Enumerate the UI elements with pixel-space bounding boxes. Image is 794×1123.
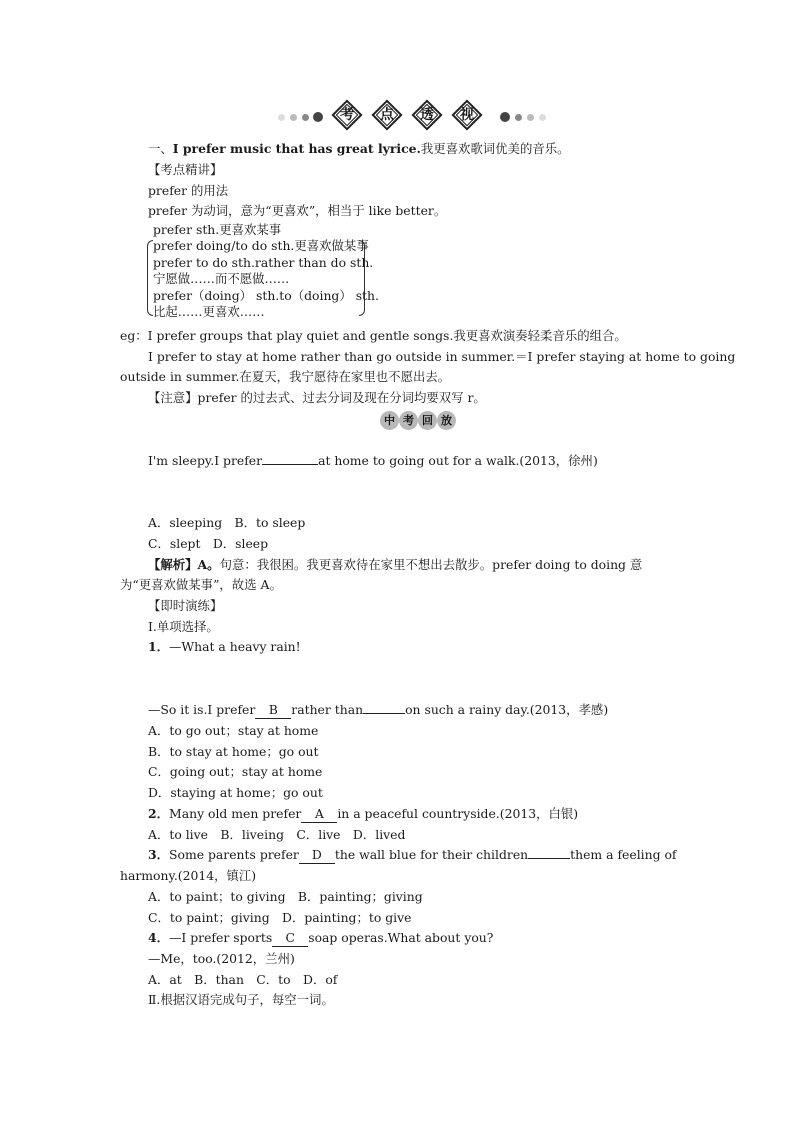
banner-dot bbox=[290, 114, 297, 121]
banner-char: 视 bbox=[460, 107, 474, 123]
question-2: 2．Many old men prefer A in a peaceful countryside.(2013，白银) bbox=[148, 806, 579, 821]
analysis-line: 【解析】A。句意：我很困。我更喜欢待在家里不想出去散步。prefer doing to doing 意 bbox=[148, 557, 643, 572]
answer-blank[interactable]: D bbox=[299, 846, 335, 864]
answer-blank[interactable]: A bbox=[301, 805, 337, 823]
zhongkao-banner bbox=[380, 411, 460, 430]
pill-char: 中 bbox=[380, 411, 399, 430]
answer-blank[interactable] bbox=[528, 846, 570, 859]
example-line: I prefer to stay at home rather than go outside in summer.＝I prefer staying at home to going bbox=[148, 349, 736, 364]
banner-diamond bbox=[372, 100, 402, 130]
option-line: A．to paint；to giving B．painting；giving bbox=[148, 889, 423, 904]
pattern-line: prefer to do sth.rather than do sth. bbox=[153, 255, 374, 270]
question-3-line2: harmony.(2014，镇江) bbox=[120, 868, 257, 883]
answer-blank[interactable] bbox=[262, 452, 318, 465]
answer-blank[interactable]: C bbox=[272, 929, 308, 947]
banner-dot bbox=[527, 114, 534, 121]
usage-definition: prefer 为动词，意为“更喜欢”，相当于 like better。 bbox=[148, 203, 447, 218]
pill-char: 回 bbox=[418, 411, 437, 430]
banner-diamond bbox=[332, 100, 362, 130]
label-practice: 【即时演练】 bbox=[148, 598, 223, 613]
question-1-line2: —So it is.I prefer B rather than on such a rainy day.(2013，孝感) bbox=[148, 702, 609, 717]
pattern-line: 宁愿做……而不愿做…… bbox=[153, 271, 290, 286]
banner-dot bbox=[302, 114, 309, 121]
analysis-line: 为“更喜欢做某事”，故选 A。 bbox=[120, 577, 282, 592]
pill-char: 放 bbox=[437, 411, 456, 430]
part2-title: Ⅱ.根据汉语完成句子，每空一词。 bbox=[148, 992, 334, 1007]
banner-dot bbox=[313, 112, 323, 122]
heading-en: I prefer music that has great lyrice. bbox=[172, 141, 421, 156]
example-line: outside in summer.在夏天，我宁愿待在家里也不愿出去。 bbox=[120, 369, 451, 384]
pill-char: 考 bbox=[399, 411, 418, 430]
option-line: B．to stay at home；go out bbox=[148, 744, 319, 759]
pattern-line: prefer（doing） sth.to（doing） sth. bbox=[153, 288, 379, 303]
banner-dot bbox=[500, 112, 510, 122]
option-line: C．to paint；giving D．painting；to give bbox=[148, 910, 412, 925]
banner-dot bbox=[278, 114, 285, 121]
option-line: C．slept D．sleep bbox=[148, 536, 269, 551]
answer-blank[interactable]: B bbox=[255, 701, 291, 719]
example-line: eg：I prefer groups that play quiet and gentle songs.我更喜欢演奏轻柔音乐的组合。 bbox=[120, 328, 627, 343]
option-line: D．staying at home；go out bbox=[148, 785, 323, 800]
question-1: 1．—What a heavy rain! bbox=[148, 639, 301, 654]
note-line: 【注意】prefer 的过去式、过去分词及现在分词均要双写 r。 bbox=[148, 390, 486, 405]
usage-title: prefer 的用法 bbox=[148, 183, 229, 198]
banner-char: 透 bbox=[420, 107, 434, 123]
label-jiangjie: 【考点精讲】 bbox=[148, 162, 223, 177]
option-line: A．to live B．liveing C．live D．lived bbox=[148, 827, 406, 842]
section-heading bbox=[148, 140, 570, 157]
banner-char: 点 bbox=[380, 107, 394, 123]
heading-prefix: 一、 bbox=[148, 141, 173, 156]
heading-cn: 我更喜欢歌词优美的音乐。 bbox=[420, 141, 570, 156]
option-line: C．going out；stay at home bbox=[148, 764, 323, 779]
banner-dot bbox=[515, 114, 522, 121]
banner-dot bbox=[539, 114, 546, 121]
question-4-line2: —Me，too.(2012，兰州) bbox=[148, 951, 295, 966]
section-banner bbox=[0, 95, 794, 139]
banner-char: 考 bbox=[340, 107, 354, 123]
pattern-line: prefer doing/to do sth.更喜欢做某事 bbox=[153, 238, 369, 253]
pattern-line: prefer sth.更喜欢某事 bbox=[153, 222, 282, 237]
zhongkao-question: I'm sleepy.I prefer at home to going out for a walk.(2013，徐州) bbox=[148, 453, 598, 468]
banner-diamond bbox=[452, 100, 482, 130]
answer-blank[interactable] bbox=[363, 701, 405, 714]
question-4: 4．—I prefer sports C soap operas.What about you? bbox=[148, 930, 494, 945]
pattern-line: 比起……更喜欢…… bbox=[153, 304, 265, 319]
option-line: A．sleeping B．to sleep bbox=[148, 515, 306, 530]
banner-diamond bbox=[412, 100, 442, 130]
option-line: A．at B．than C．to D．of bbox=[148, 972, 338, 987]
part1-title: Ⅰ.单项选择。 bbox=[148, 619, 219, 634]
question-3: 3．Some parents prefer D the wall blue for their children them a feeling of bbox=[148, 847, 677, 862]
option-line: A．to go out；stay at home bbox=[148, 723, 319, 738]
